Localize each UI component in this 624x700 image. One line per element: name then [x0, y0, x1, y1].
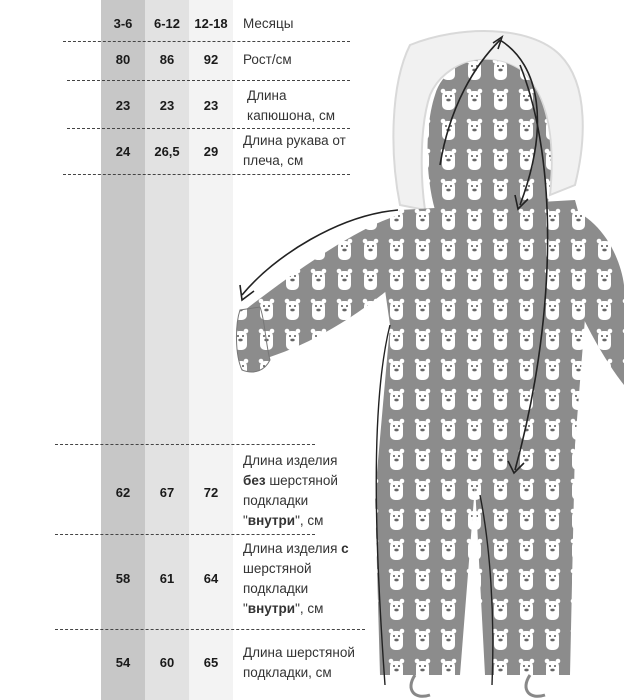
hood-value-12-18: 23	[203, 98, 219, 113]
length-with-line1	[243, 539, 349, 559]
length-with-line1-text: Длина изделия	[243, 541, 342, 556]
length-without-value-12-18: 72	[203, 485, 219, 500]
sleeve-value-3-6: 24	[115, 144, 131, 159]
length-with-line2: шерстяной	[243, 561, 312, 576]
height-label: Рост/см	[243, 52, 292, 67]
length-with-value-6-12: 61	[159, 571, 175, 586]
quote-open: "	[243, 601, 248, 616]
bold-without: без	[243, 473, 266, 488]
length-without-value-3-6: 62	[115, 485, 131, 500]
lining-label-line1: Длина шерстяной	[243, 645, 355, 660]
size-header-3-6: 3-6	[113, 16, 133, 31]
hood-label-line1: Длина	[247, 88, 287, 103]
length-without-label	[243, 451, 338, 531]
length-with-value-3-6: 58	[115, 571, 131, 586]
size-header-12-18: 12-18	[194, 16, 228, 31]
divider	[55, 629, 365, 630]
sleeve-value-12-18: 29	[203, 144, 219, 159]
lining-label	[243, 643, 355, 683]
length-without-line4	[243, 511, 338, 531]
length-without-line2-rest: шерстяной	[265, 473, 338, 488]
divider	[67, 80, 350, 81]
divider	[55, 534, 315, 535]
length-without-value-6-12: 67	[159, 485, 175, 500]
quote-open: "	[243, 513, 248, 528]
length-with-line4	[243, 599, 349, 619]
lining-label-line2: подкладки, см	[243, 665, 332, 680]
length-with-line3: подкладки	[243, 581, 309, 596]
sleeve-label-line1: Длина рукава от	[243, 133, 346, 148]
divider	[67, 128, 350, 129]
length-with-label	[243, 539, 349, 619]
length-with-value-12-18: 64	[203, 571, 219, 586]
sleeve-label	[243, 131, 346, 171]
bold-with: с	[341, 541, 349, 556]
hood-label-line2: капюшона, см	[247, 108, 335, 123]
lining-value-6-12: 60	[159, 655, 175, 670]
sleeve-label-line2: плеча, см	[243, 153, 304, 168]
months-label: Месяцы	[243, 16, 294, 31]
divider	[63, 174, 350, 175]
divider	[55, 444, 315, 445]
divider	[63, 41, 350, 42]
length-without-line2	[243, 471, 338, 491]
height-value-12-18: 92	[203, 52, 219, 67]
lining-value-3-6: 54	[115, 655, 131, 670]
size-header-6-12: 6-12	[153, 16, 181, 31]
length-without-line1: Длина изделия	[243, 453, 338, 468]
bold-inside: внутри	[247, 601, 296, 616]
bold-inside: внутри	[247, 513, 296, 528]
length-with-line4-rest: ", см	[295, 601, 324, 616]
hood-label	[247, 86, 335, 126]
height-value-3-6: 80	[115, 52, 131, 67]
lining-value-12-18: 65	[203, 655, 219, 670]
length-without-line3: подкладки	[243, 493, 309, 508]
height-value-6-12: 86	[159, 52, 175, 67]
sleeve-value-6-12: 26,5	[154, 144, 180, 159]
hood-value-6-12: 23	[159, 98, 175, 113]
length-without-line4-rest: ", см	[295, 513, 324, 528]
hood-value-3-6: 23	[115, 98, 131, 113]
